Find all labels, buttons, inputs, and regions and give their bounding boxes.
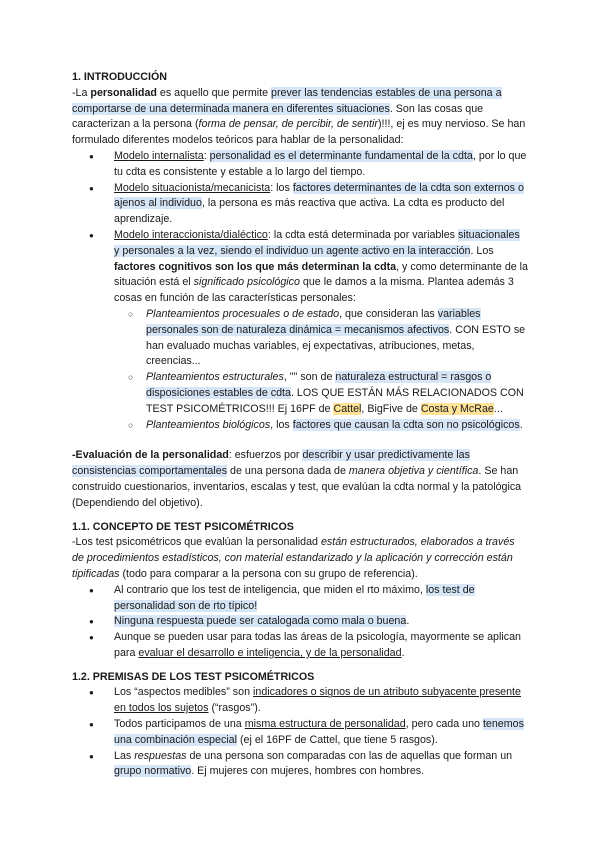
list-item: ○ Planteamientos biológicos, los factores que causan la cdta son no psicológicos. bbox=[72, 418, 528, 434]
list-item: ● Modelo interaccionista/dialéctico: la cdta está determinada por variables situacionales y personales a la vez, siendo el individuo un agente activo en la interacción. Los factores cognitivos son los que más determinan la cdta, y como determinante de la situación está el significado psicológico que le damos a la misma. Plantea además 3 cosas en función de las características personales: ○ Planteamientos procesuales o de estado, que consideran las variables personales son de naturaleza dinámica = mecanismos afectivos. CON ESTO se han evaluado muchas variables, ej expectativas, atribuciones, metas, creencias... ○ Planteamientos estructurales, "" son de naturaleza estructural = rasgos o disposiciones estables de cdta. LOS QUE ESTÁN MÁS RELACIONADOS CON TEST PSICOMÉTRICOS!!! Ej 16PF de Cattel, BigFive de Costa y McRae... ○ Planteamientos biológicos, los factores que causan la cdta son no psicológicos. bbox=[72, 228, 528, 433]
premises-list bbox=[72, 685, 528, 780]
list-item: ○ Planteamientos procesuales o de estado, que consideran las variables personales son de naturaleza dinámica = mecanismos afectivos. CON ESTO se han evaluado muchas variables, ej expectativas, atribuciones, metas, creencias... bbox=[72, 307, 528, 370]
list-item: ○ Planteamientos estructurales, "" son de naturaleza estructural = rasgos o disposiciones estables de cdta. LOS QUE ESTÁN MÁS RELACIONADOS CON TEST PSICOMÉTRICOS!!! Ej 16PF de Cattel, BigFive de Costa y McRae... bbox=[72, 370, 528, 417]
sublist bbox=[114, 307, 528, 433]
list-item: ● Las respuestas de una persona son comparadas con las de aquellas que forman un grupo normativo. Ej mujeres con mujeres, hombres con hombres. bbox=[72, 749, 528, 781]
list-item: ● Todos participamos de una misma estructura de personalidad, pero cada uno tenemos una combinación especial (ej el 16PF de Cattel, que tiene 5 rasgos). bbox=[72, 717, 528, 749]
document-page bbox=[72, 70, 528, 780]
premises-heading: 1.2. PREMISAS DE LOS TEST PSICOMÉTRICOS bbox=[72, 670, 315, 683]
list-item: ● Los “aspectos medibles” son indicadores o signos de un atributo subyacente presente en todos los sujetos (“rasgos”). bbox=[72, 685, 528, 717]
list-item: ● Modelo internalista: personalidad es el determinante fundamental de la cdta, por lo que tu cdta es consistente y estable a lo largo del tiempo. bbox=[72, 149, 528, 181]
models-list bbox=[72, 149, 528, 433]
intro-heading: 1. INTRODUCCIÓN bbox=[72, 71, 168, 83]
intro-paragraph: -La personalidad es aquello que permite prever las tendencias estables de una persona a comportarse de una determinada manera en diferentes situaciones. Son las cosas que caracterizan a la persona (forma de pensar, de percibir, de sentir)!!!, ej es muy nervioso. Se han formulado diferentes modelos teóricos para hablar de la personalidad: bbox=[72, 86, 526, 147]
list-item: ● Aunque se pueden usar para todas las áreas de la psicología, mayormente se aplican para evaluar el desarrollo e inteligencia, y de la personalidad. bbox=[72, 630, 528, 662]
concept-paragraph: -Los test psicométricos que evalúan la personalidad están estructurados, elaborados a través de procedimientos estadísticos, con material estandarizado y la aplicación y corrección están tipificadas (todo para comparar a la persona con su grupo de referencia). bbox=[72, 536, 515, 580]
concept-list bbox=[72, 583, 528, 662]
concept-heading: 1.1. CONCEPTO DE TEST PSICOMÉTRICOS bbox=[72, 520, 294, 533]
list-item: ● Al contrario que los test de inteligencia, que miden el rto máximo, los test de personalidad son de rto típico! bbox=[72, 583, 528, 615]
evaluation-paragraph: -Evaluación de la personalidad: esfuerzos por describir y usar predictivamente las consistencias comportamentales de una persona dada de manera objetiva y científica. Se han construido cuestionarios, inventarios, escalas y test, que evalúan la cdta normal y la patológica (Dependiendo del objetivo). bbox=[72, 449, 522, 509]
list-item: ● Ninguna respuesta puede ser catalogada como mala o buena. bbox=[72, 614, 528, 630]
list-item: ● Modelo situacionista/mecanicista: los factores determinantes de la cdta son externos o ajenos al individuo, la persona es más reactiva que activa. La cdta es producto del aprendizaje. bbox=[72, 181, 528, 228]
